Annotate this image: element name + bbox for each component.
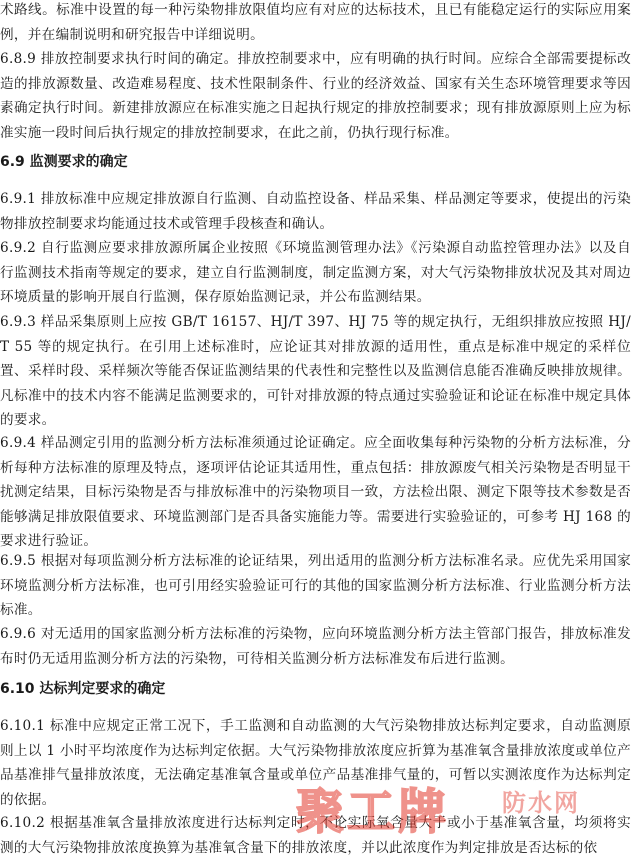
paragraph-6-9-2: 6.9.2 自行监测应要求排放源所属企业按照《环境监测管理办法》《污染源自动监控管理办法》以及自行监测技术指南等规定的要求，建立自行监测制度，制定监测方案，对大气污染物排放状况及其对周边环境质量的影响开展自行监测，保存原始监测记录，并公布监测结果。 [0,240,631,305]
watermark-big-text: 聚工牌 [296,784,450,837]
paragraph-6-9-4: 6.9.4 样品测定引用的监测分析方法标准须通过论证确定。应全面收集每种污染物的分析方法标准，分析每种方法标准的原理及特点，逐项评估论证其适用性，重点包括：排放源废气相关污染物是否明显干扰测定结果，目标污染物是否与排放标准中的污染物项目一致，方法检出限、测定下限等技术参数是否能够满足排放限值要求、环境监测部门是否具备实施能力等。需要进行实验验证的，可参考 HJ 168 的要求进行验证。 [0,435,631,549]
paragraph-6-10-2: 6.10.2 根据基准氧含量排放浓度进行达标判定时，不论实际氧含量大于或小于基准氧含量，均须将实测的大气污染物排放浓度换算为基准氧含量下的排放浓度，并以此浓度作为判定排放是否达标的依 [0,815,631,856]
paragraph-6-10-1: 6.10.1 标准中应规定正常工况下，手工监测和自动监测的大气污染物排放达标判定要求，自动监测原则上以 1 小时平均浓度作为达标判定依据。大气污染物排放浓度应折算为基准氧含量排放浓度或单位产品基准排气量排放浓度，无法确定基准氧含量或单位产品基准排气量的，可暂以实测浓度作为达标判定的依据。 [0,718,631,808]
watermark-small-text: 防水网 [502,789,580,817]
paragraph-6-9-5: 6.9.5 根据对每项监测分析方法标准的论证结果，列出适用的监测分析方法标准名录。应优先采用国家环境监测分析方法标准，也可引用经实验验证可行的其他的国家监测分析方法标准、行业监测分析方法标准。 [0,553,631,618]
paragraph-6-9-6: 6.9.6 对无适用的国家监测分析方法标准的污染物，应向环境监测分析方法主管部门报告，排放标准发布时仍无适用监测分析方法的污染物，可待相关监测分析方法标准发布后进行监测。 [0,626,631,667]
paragraph-6-9-3: 6.9.3 样品采集原则上应按 GB/T 16157、HJ/T 397、HJ 75 等的规定执行，无组织排放应按照 HJ/T 55 等的规定执行。在引用上述标准时，应论证其对排放源的适用性，重点是标准中规定的采样位置、采样时段、采样频次等能否保证监测结果的代表性和完整性以及监测信息能否准确反映排放规律。凡标准中的技术内容不能满足监测要求的，可针对排放源的特点通过实验验证和论证在标准中规定具体的要求。 [0,314,631,428]
section-heading-6-10: 6.10 达标判定要求的确定 [0,681,166,697]
paragraph-6-8-8-continued: 术路线。标准中设置的每一种污染物排放限值均应有对应的达标技术，且已有能稳定运行的实际应用案例，并在编制说明和研究报告中详细说明。 [0,2,631,43]
paragraph-6-9-1: 6.9.1 排放标准中应规定排放源自行监测、自动监控设备、样品采集、样品测定等要求，使提出的污染物排放控制要求均能通过技术或管理手段核查和确认。 [0,191,631,232]
section-heading-6-9: 6.9 监测要求的确定 [0,154,128,170]
paragraph-6-8-9: 6.8.9 排放控制要求执行时间的确定。排放控制要求中，应有明确的执行时间。应综合全部需要提标改造的排放源数量、改造难易程度、技术性限制条件、行业的经济效益、国家有关生态环境管理要求等因素确定执行时间。新建排放源应在标准实施之日起执行规定的排放控制要求；现有排放源原则上应为标准实施一段时间后执行规定的排放控制要求，在此之前，仍执行现行标准。 [0,51,631,141]
